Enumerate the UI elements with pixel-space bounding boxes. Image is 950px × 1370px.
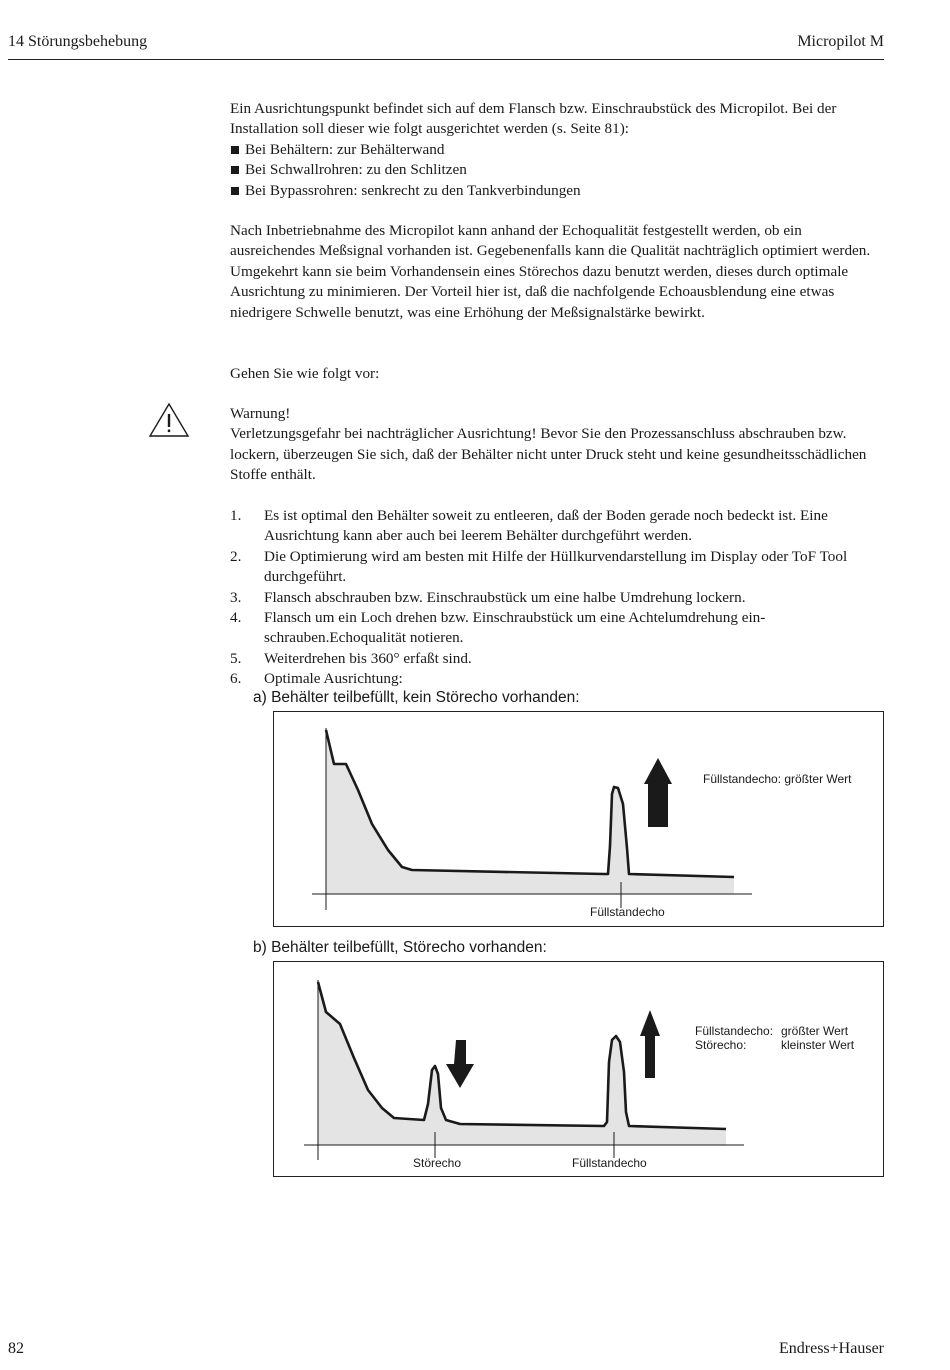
level-echo-note: Füllstandecho: größter Wert [703,772,852,786]
chapter-title: 14 Störungsbehebung [8,33,148,50]
arrow-down-icon [446,1040,474,1088]
figure-b-diagram [274,962,883,1176]
arrow-up-icon [640,1010,660,1078]
header-rule [8,59,884,60]
warning-block [230,404,885,486]
bullet-list [230,140,885,201]
steps-list [230,506,885,690]
brand-name: Endress+Hauser [779,1340,884,1357]
figure-a-caption: a) Behälter teilbefüllt, kein Störecho vorhanden: [253,689,580,706]
bullet-square-icon [231,146,239,154]
figure-b-envelope-curve [273,961,884,1177]
level-echo-label: Füllstandecho [572,1156,647,1170]
bullet-item: Bei Behältern: zur Behälterwand [230,140,885,160]
warning-triangle-icon [148,402,190,438]
page-number: 82 [8,1340,24,1357]
step-item: 5. Weiterdrehen bis 360° erfaßt sind. [230,649,472,667]
level-echo-label: Füllstandecho [590,905,665,919]
product-name: Micropilot M [797,33,884,50]
step-item: 1. Es ist optimal den Behälter soweit zu entleeren, daß der Boden gerade noch bedeckt ist. Eine Ausrichtung kann aber auch bei leerem Behälter durchgeführt werden. [230,507,828,545]
bullet-item: Bei Bypassrohren: senkrecht zu den Tankverbindungen [230,181,885,201]
step-item: 6. Optimale Ausrichtung: [230,670,403,688]
intro-text: Ein Ausrichtungspunkt befindet sich auf dem Flansch bzw. Einschraubstück des Micropilot. Bei der Installation soll dieser wie folgt ausgerichtet werden (s. Seite 81): [230,100,837,138]
figure-a-diagram [274,712,883,926]
step-item: 4. Flansch um ein Loch drehen bzw. Einschraubstück um eine Achtelumdrehung ein- schrauben.Echoqualität notieren. [230,609,766,647]
arrow-up-icon [644,758,672,827]
warning-title: Warnung! [230,405,291,422]
intro-section [230,99,885,201]
echo-legend: Füllstandecho: größter Wert Störecho: kleinster Wert [695,1024,855,1052]
bullet-item: Bei Schwallrohren: zu den Schlitzen [230,160,885,180]
paragraph-echo-quality: Nach Inbetriebnahme des Micropilot kann anhand der Echoqualität festgestellt werden, ob ein ausreichendes Meßsignal vorhanden ist. Gegebenenfalls kann die Qualität nachträglich optimiert werden. Umgekehrt kann sie beim Vorhandensein eines Störechos dazu benutzt werden, dieses durch optimale Ausrichtung zu minimieren. Der Vorteil hier ist, daß die nachfolgende Echoausblendung eine etwas niedrigere Schwelle benutzt, was eine Erhöhung der Meßsignalstärke bewirkt. [230,222,871,321]
curve-fill-area [318,982,726,1145]
bullet-square-icon [231,166,239,174]
interference-echo-label: Störecho [413,1156,462,1170]
figure-b-caption: b) Behälter teilbefüllt, Störecho vorhanden: [253,939,547,956]
curve-fill-area [326,730,734,894]
step-item: 2. Die Optimierung wird am besten mit Hilfe der Hüllkurvendarstellung im Display oder ToF Tool durchgeführt. [230,547,848,586]
step-item: 3. Flansch abschrauben bzw. Einschraubstück um eine halbe Umdrehung lockern. [230,588,746,606]
warning-text: Verletzungsgefahr bei nachträglicher Ausrichtung! Bevor Sie den Prozessanschluss abschrauben bzw. lockern, überzeugen Sie sich, daß der Behälter nicht unter Druck steht und keine gesundheitsschädlichen Stoffe enthält. [230,425,867,484]
paragraph-procedure: Gehen Sie wie folgt vor: [230,365,380,382]
figure-a-envelope-curve [273,711,884,927]
bullet-square-icon [231,187,239,195]
